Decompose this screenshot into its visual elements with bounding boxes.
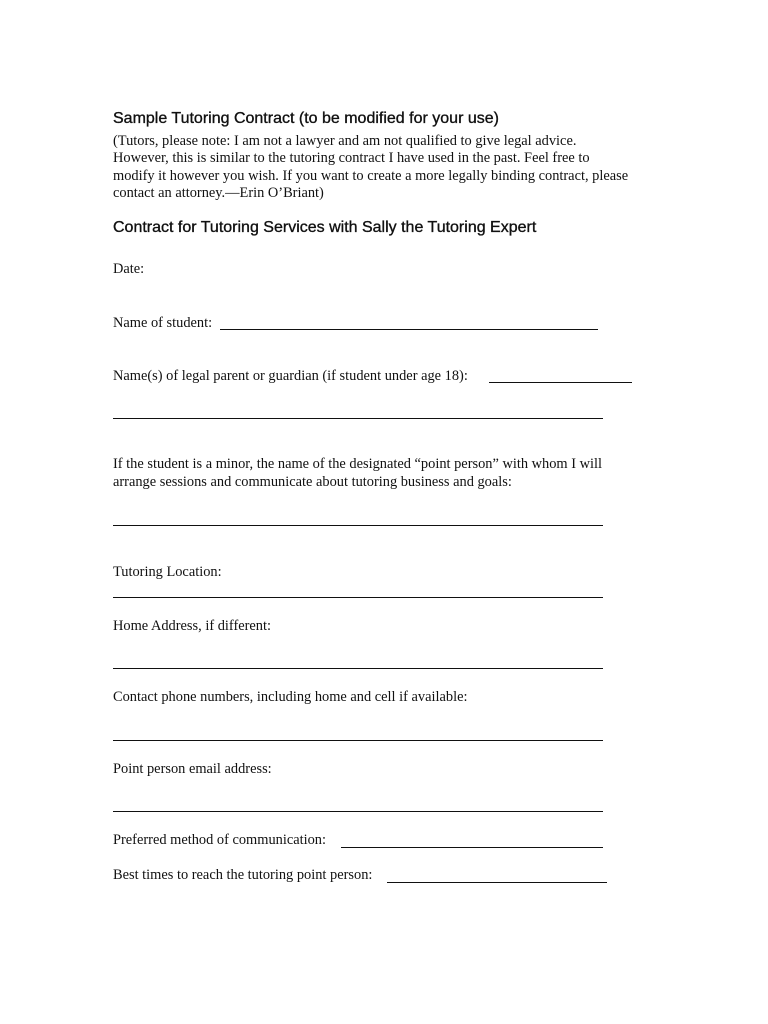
point-person-email-blank[interactable] <box>113 811 603 812</box>
tutor-note-line-3: modify it however you wish. If you want to create a more legally binding contract, please <box>113 168 629 184</box>
tutoring-location-label: Tutoring Location: <box>113 564 222 580</box>
tutor-note-line-4: contact an attorney.—Erin O’Briant) <box>113 185 324 201</box>
guardian-name-blank-2[interactable] <box>113 418 603 419</box>
preferred-communication-blank[interactable] <box>341 847 603 848</box>
tutor-note-line-1: (Tutors, please note: I am not a lawyer and am not qualified to give legal advice. <box>113 133 577 149</box>
home-address-label: Home Address, if different: <box>113 618 271 634</box>
contact-phone-label: Contact phone numbers, including home and cell if available: <box>113 689 468 705</box>
best-times-label: Best times to reach the tutoring point person: <box>113 867 373 883</box>
point-person-blank[interactable] <box>113 525 603 526</box>
document-title: Sample Tutoring Contract (to be modified for your use) <box>113 110 499 127</box>
tutoring-location-blank[interactable] <box>113 597 603 598</box>
contact-phone-blank[interactable] <box>113 740 603 741</box>
point-person-email-label: Point person email address: <box>113 761 272 777</box>
point-person-label-line-1: If the student is a minor, the name of the designated “point person” with whom I will <box>113 456 602 472</box>
home-address-blank[interactable] <box>113 668 603 669</box>
tutor-note-line-2: However, this is similar to the tutoring contract I have used in the past. Feel free to <box>113 150 590 166</box>
student-name-blank[interactable] <box>220 329 598 330</box>
date-label: Date: <box>113 261 145 277</box>
best-times-blank[interactable] <box>387 882 607 883</box>
contract-heading: Contract for Tutoring Services with Sally the Tutoring Expert <box>113 219 537 236</box>
guardian-name-blank[interactable] <box>489 382 632 383</box>
student-name-label: Name of student: <box>113 315 213 331</box>
guardian-name-label: Name(s) of legal parent or guardian (if student under age 18): <box>113 368 468 384</box>
point-person-label-line-2: arrange sessions and communicate about tutoring business and goals: <box>113 474 512 490</box>
preferred-communication-label: Preferred method of communication: <box>113 832 326 848</box>
